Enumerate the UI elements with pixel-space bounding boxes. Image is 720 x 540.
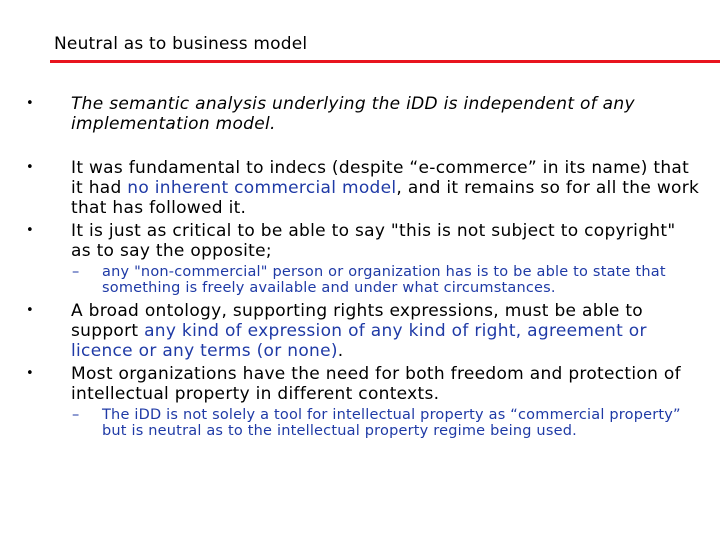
bullet-4 xyxy=(26,301,701,361)
bullet-2 xyxy=(26,158,701,218)
sub-bullet-marker: – xyxy=(72,407,80,423)
sub-bullet-marker: – xyxy=(72,264,80,280)
sub-bullet-3-text: any "non-commercial" person or organization has is to be able to state that something is freely available and under what circumstances. xyxy=(102,264,666,296)
slide-body xyxy=(26,94,701,439)
bullet-marker: • xyxy=(26,160,34,175)
bullet-marker: • xyxy=(26,366,34,381)
slide-title: Neutral as to business model xyxy=(54,34,308,54)
bullet-3 xyxy=(26,221,701,261)
bullet-1 xyxy=(26,94,701,134)
bullet-1-text: The semantic analysis underlying the iDD is independent of any implementation model. xyxy=(71,94,635,134)
title-underline xyxy=(50,60,720,63)
bullet-2-highlight: no inherent commercial model xyxy=(127,178,397,198)
bullet-3-text: It is just as critical to be able to say "this is not subject to copyright" as to say the opposite; xyxy=(71,221,676,261)
bullet-5 xyxy=(26,364,701,404)
bullet-2-text-pre: It was fundamental to indecs (despite “e-commerce” in its name) that it had xyxy=(71,158,690,198)
sub-bullet-3 xyxy=(26,264,701,296)
bullet-4-highlight: any kind of expression of any kind of right, agreement or licence or any terms (or none) xyxy=(71,321,647,361)
bullet-2-text-post: , and it remains so for all the work that has followed it. xyxy=(71,178,700,218)
sub-bullet-5-text: The iDD is not solely a tool for intellectual property as “commercial property” but is neutral as to the intellectual property regime being used. xyxy=(102,407,681,439)
bullet-5-text: Most organizations have the need for both freedom and protection of intellectual property in different contexts. xyxy=(71,364,681,404)
bullet-4-text-post: . xyxy=(337,341,344,361)
bullet-marker: • xyxy=(26,303,34,318)
bullet-4-text-pre: A broad ontology, supporting rights expressions, must be able to support xyxy=(71,301,643,341)
sub-bullet-5 xyxy=(26,407,701,439)
bullet-marker: • xyxy=(26,223,34,238)
bullet-marker: • xyxy=(26,96,34,111)
